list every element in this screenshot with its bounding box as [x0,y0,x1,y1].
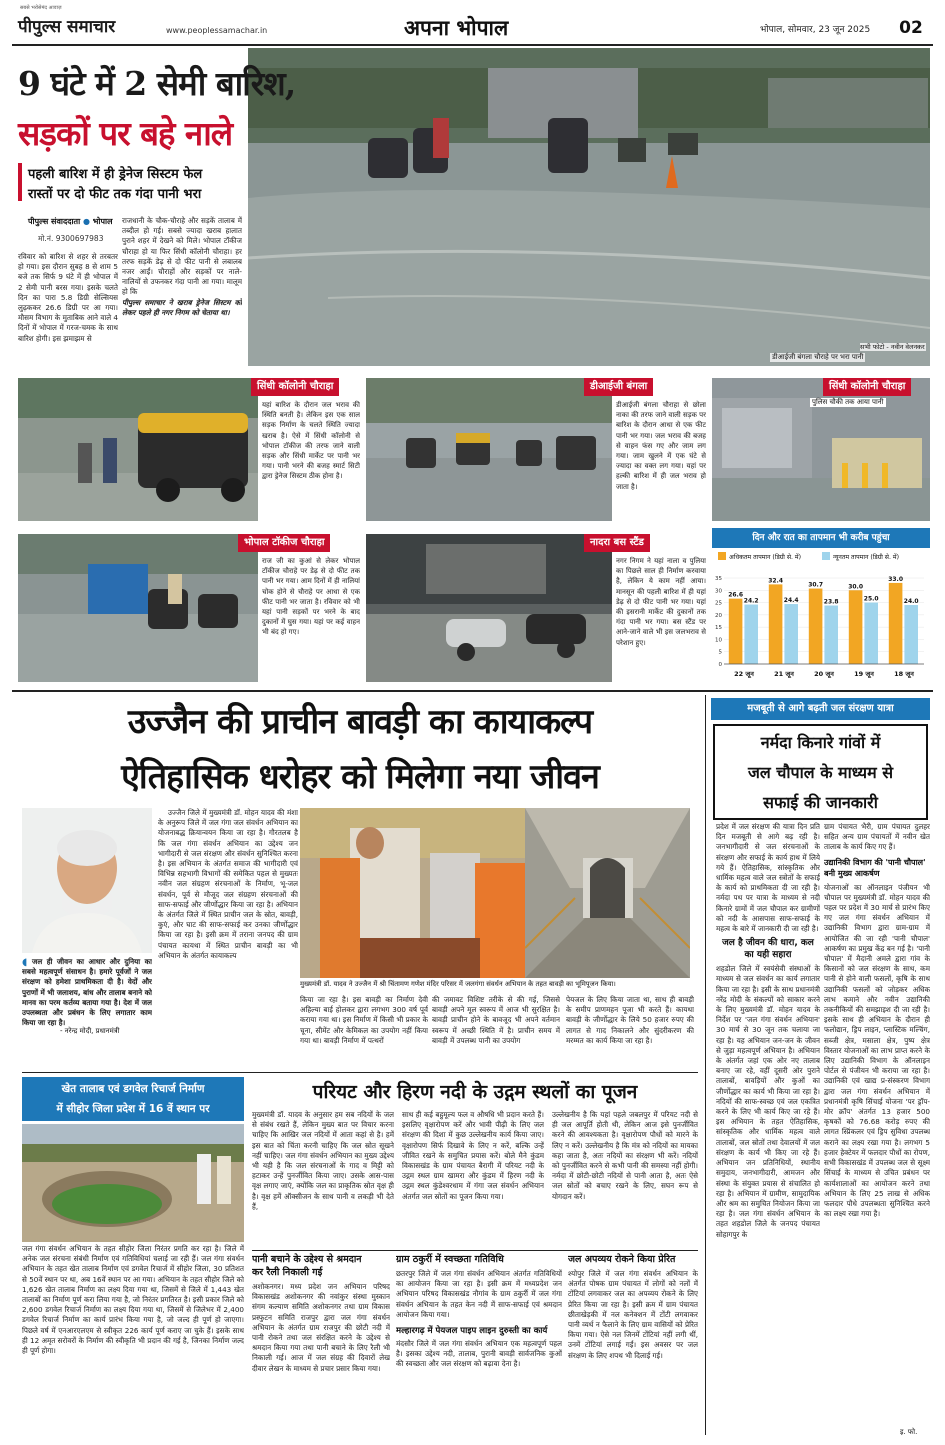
bottom-story-1-headline-1: पानी बचाने के उद्देश्य से श्रमदान [252,1254,362,1265]
narmada-text-col2a: ग्राम पंचायत भैरी, ग्राम पंचायत दुलहर सहित अन्य ग्राम पंचायतों में नवीन खेत तालाब के कार्य किए गए हैं। [824,822,930,852]
lead-photo-flooded-road [248,48,930,366]
modi-quote: जल ही जीवन का आधार और दुनिया का सबसे महत्वपूर्ण संसाधन है। हमारे पूर्वजों ने जल संरक्षण को हमेशा प्राथमिकता दी है। वेदों और पुराणों में भी जलाशय, बांध और तालाब बनाने को मानव का परम कर्तव्य बताया गया है। देश में जल उपलब्धता और प्रबंधन के लिए लगातार काम किया जा रहा है। [22,957,152,1028]
bar-min-4 [904,605,918,664]
photo-text-2: डीआईजी बंगला चौराहा से छोला नाका की तरफ जाने वाली सड़क पर बारिश के दौरान आधा से एक फीट पानी भर गया। जल भराव की बजह से वाहन फंस गए और जाम लग गया। जाम खुलने में एक घंटे से ज्यादा का वक्त लग गया। यहां पर हल्की बारिश में ही जल भराव हो जाता है। [616,401,706,491]
byline-name: पीपुल्स संवाददाता [28,217,81,226]
photo-sindhi-colony-autorickshaw [18,378,258,521]
narmada-subhead-2: उद्यानिकी विभाग की 'पानी चौपाल' बनी मुख्य आकर्षण [824,857,926,878]
data-label-min-1: 24.4 [783,597,799,605]
photo-narendra-modi-portrait [22,808,152,953]
photo-bhopal-talkies-scooters [18,534,258,682]
lead-subhead-bar [18,163,22,201]
bar-max-2 [809,589,823,664]
data-label-max-2: 30.7 [808,581,824,589]
masthead-rule [12,44,933,46]
lead-text-col2: राजधानी के चौक-चौराहे और सड़कें तालाब में तब्दील हो गई। सबसे ज्यादा खराब हालात पुराने शहर में देखने को मिले। भोपाल टॉकीज चौराहा हो या फिर सिंधी कॉलोनी चौराहा। हर तरफ सड़कें डेढ़ से दो फीट पानी से लबालब नजर आईं। चौराहों और सड़कों पर नाले-नालियों से उफनकर गंदा पानी आ गया। मालूम हो कि [122,216,242,297]
y-tick-label: 5 [718,649,722,656]
lead-photo-caption: डीआईजी बंगला चौराहे पर भरा पानी [772,353,864,361]
data-label-max-1: 32.4 [768,577,784,585]
bottom-story-2-text: छतरपुर जिले में जल गंगा संवर्धन अभियान अंतर्गत गतिविधियों का आयोजन किया जा रहा है। इसी क्रम में मध्यप्रदेश जन अभियान परिषद विकासखंड नौगांव के ग्राम ठकुर्री में जल गंगा संवर्धन अभियान के तहत केन नदी में साफ-सफाई एवं श्रमदान आयोजन किया गया। [396,1269,562,1319]
ujjain-headline-line2: ऐतिहासिक धरोहर को मिलेगा नया जीवन [121,757,599,797]
lead-text-col1: रविवार को बारिश से शहर से तरबतर हो गया। इस दौरान सुबह 8 से शाम 5 बजे तक सिर्फ 9 घंटे में ही भोपाल में 2 सेमी पानी बरस गया। इसके चलते दिन का पारा 5.8 डिग्री सेल्सियस लुढ़ककर 26.6 डिग्री पर आ गया। मौसम विभाग के मुताबिक आने वाले 4 दिनों में भोपाल में गरज-चमक के साथ बारिश होगी। इस झमाझम से [18,252,118,343]
photo-tag-4: भोपाल टॉकीज चौराहा [238,534,330,552]
lead-subhead-line1: पहली बारिश में ही ड्रेनेज सिस्टम फेल [28,167,203,182]
data-label-max-3: 30.0 [848,583,864,591]
ujjain-text-col2: किया जा रहा है। इस बावड़ी का निर्माण देवी अहिल्या बाई होलकर द्वारा लगभग 300 वर्ष पूर्व कराया गया था। इस निर्माण में किसी भी प्रकार के चूना, सीमेंट और केमिकल का उपयोग नहीं किया गया था। बावड़ी निर्माण में पत्थरों [300,995,428,1045]
pariyat-text-col2: साथ ही कई बहुमूल्य फल व औषधि भी प्रदान करते हैं। इसलिए वृक्षारोपण करें और भावी पीढ़ी के लिए जल संरक्षण की दिशा में कुछ उल्लेखनीय कार्य किया जाए। वृक्षारोपण सिर्फ दिखावे के लिए न करें, बल्कि उन्हें जीवित रखने के समुचित प्रयास करें। बोले मैने कुंडम विकासखंड के ग्राम पंचायत बैरागी में परियट नदी के उद्गम स्थल ग्राम खामरा और कुंडम में हिरण नदी के उद्गम स्थल कुंडेश्वरधाम में गंगा जल संवर्धन अभियान अंतर्गत जल स्रोतों का पूजन किया गया। [402,1110,544,1201]
quote-icon: ◖ [22,957,28,968]
photo-kaytha-bawdi [525,808,690,978]
bottom-story-1 [252,1253,390,1433]
website-link[interactable]: www.peoplessamachar.in [166,26,268,35]
x-tick-label-3: 19 जून [854,670,874,678]
bar-max-4 [889,583,903,664]
photo-tag-3: सिंधी कॉलोनी चौराहा [823,378,911,396]
photo-tag-5: नादरा बस स्टैंड [584,534,650,552]
page-number: 02 [894,15,928,41]
x-tick-label-0: 22 जून [734,670,754,678]
photo-tag-2: डीआईजी बंगला [584,378,653,396]
bottom-story-2-headline-b: मल्हारगढ़ में पेयजल पाइप लाइन दुरुस्ती का कार्य [396,1326,548,1337]
photo-cm-bawdi-bhoomipujan [300,808,525,978]
bar-max-1 [769,584,783,664]
legend-label-0: अधिकतम तापमान (डिग्री से. में) [729,554,802,561]
lead-contact: मो.नं. 9300697983 [38,234,104,243]
bottom-story-2-headline: ग्राम ठकुर्री में स्वच्छता गतिविधि [396,1254,504,1265]
legend-label-1: न्यूनतम तापमान (डिग्री से. में) [833,554,900,561]
y-tick-label: 25 [715,600,722,607]
photo-text-5: नगर निगम ने यहां नाला व पुलिया का पिछले साल ही निर्माण करवाया है, लेकिन ये काम नहीं आया। मानसून की पहली बारिश में ही यहां डेढ़ से दो फीट पानी भर गया। यहां की इसरानी मार्केट की दुकानों तक गंदा पानी भर गया। बस स्टैंड पर आने-जाने वाले भी इस जलभराव से परेशान हुए। [616,557,706,647]
temperature-chart-svg [712,548,930,684]
photo-text-1: यहां बारिश के दौरान जल भराव की स्थिति बनती है। लेकिन इस एक साल सड़क निर्माण के चलते स्थिति ज्यादा खराब है। ऐसे में सिंधी कॉलोनी से भोपाल टॉकीज की तरफ जाने वाली सड़क और सिंधी मार्केट पर पानी भर गया। पानी भरने की बजह स्मार्ट सिटी द्वारा ड्रेनेज सिस्टम ठीक होना है। [262,401,360,481]
photo-tag-1: सिंधी कॉलोनी चौराहा [251,378,339,396]
paper-logo [18,14,115,37]
sidebar-divider [705,695,706,1435]
narmada-credit: इ. फो. [900,1428,918,1436]
section-title: अपना भोपाल [404,15,509,40]
bottom-story-2-text-b: मंदसौर जिले में जल गंगा संवर्धन अभियान एक महत्वपूर्ण पहल है। इसका उद्देश्य नदी, तालाब, पुरानी बावड़ी सार्वजनिक कुओं की स्वच्छता और जल संरक्षण को बढ़ावा देना है। [396,1339,562,1369]
bar-max-3 [849,590,863,664]
narmada-text-col1b: शहडोल जिले में स्वयंसेवी संस्थाओं के माध्यम से जल संवर्धन का कार्य लगातार किया जा रहा है। इसी के साथ प्रधानमंत्री नरेंद्र मोदी के संकल्पों को साकार करने के लिए मुख्यमंत्री डॉ. मोहन यादव के निर्देश पर 'जल गंगा संवर्धन अभियान' 30 मार्च से 30 जून तक चलाया जा रहा है। यह अभियान जन-जन के जीवन से जुड़ा महत्वपूर्ण अभियान है। अभियान के अंतर्गत जहां एक ओर नए तालाब बनाए जा रहे, वहीं दूसरी ओर पुराने तालाबों, बावड़ियों और कुओं का जीर्णोद्धार का कार्य भी किया जा रहा है। नदियों की साफ-स्वच्छ एवं जल एकत्रित करने के लिए भी कार्य किए जा रहे हैं। इस अभियान के तहत ऐतिहासिक, सांस्कृतिक और धार्मिक महत्व वाले तालाबों, जल स्रोतों तथा देवालयों में जल संरक्षण के कार्य भी किए जा रहे हैं। अभियान जन प्रतिनिधियों, स्थानीय समुदाय, जनभागीदारी, आमजन और संस्था के संयुक्त प्रयास से संचालित हो रहा है। अभियान में ग्रामीण, सामुदायिक और श्रम का समुचित नियोजन किया जा रहा है। जल गंगा संवर्धन अभियान के तहत शहडोल जिले के जनपद पंचायत सोहागपुर के [716,964,820,1239]
bottom-story-1-headline-2: कर रैली निकाली गई [252,1267,323,1278]
pariyat-headline: परियट और हिरण नदी के उद्गम स्थलों का पूजन [312,1081,638,1103]
y-tick-label: 35 [715,576,722,582]
narmada-headline-line3: सफाई की जानकारी [763,793,878,812]
bottom-story-3-headline: जल अपव्यय रोकने किया प्रेरित [568,1254,676,1265]
narmada-subhead-1: जल है जीवन की धारा, कल का यही सहारा [722,938,814,961]
narmada-headline-line2: जल चौपाल के माध्यम से [747,763,894,782]
section-divider-3 [252,1250,698,1251]
ujjain-text-col1: उज्जैन जिले में मुख्यमंत्री डॉ. मोहन यादव की मंशा के अनुरूप जिले में जल गंगा जल संवर्धन अभियान का योजनाबद्ध क्रियान्वयन किया जा रहा है। गौरतलब है कि जल गंगा संवर्धन अभियान का उद्देश्य जन भागीदारी से जल संरक्षण और संवर्धन सुनिश्चित करना है। इस अभियान के अंतर्गत समाज की भागीदारी एवं विभिन्न सहभागी विभागों की समेकित पहल से मुख्यतः नवीन जल संग्रहण संरचनाओं के निर्माण, भू-जल संवर्धन, पूर्व से मौजूद जल संग्रहण संरचनाओं की साफ-सफाई और जीर्णोद्धार किया जा रहा है। अभियान के अंतर्गत जिले में स्थित प्राचीन जल के स्रोत, बावड़ी, कुएं, और घाट की साफ-सफाई कर उनका जीर्णोद्धार किया जा रहा है। इसी क्रम में तराना जनपद की ग्राम पंचायत कायथा में स्थित प्राचीन बावड़ी का भी अभियान के अंतर्गत कायाकल्प [158,808,298,960]
y-tick-label: 15 [715,625,722,632]
narmada-col1 [716,822,820,1427]
bottom-story-3 [568,1253,698,1433]
lead-photo-credit: सभी फोटो - नवीन वेलनकर [860,343,925,351]
temperature-chart [712,528,930,684]
bar-min-0 [744,605,758,664]
y-tick-label: 20 [715,612,722,619]
narmada-col2 [824,822,930,1422]
lead-byline: पीपुल्स संवाददाता ● भोपाल [28,217,113,226]
sehore-headline-line1: खेत तालाब एवं डगवेल रिचार्ज निर्माण [61,1083,205,1095]
y-tick-label: 30 [715,588,722,595]
section-divider-1 [12,690,933,692]
photo-nadra-bus-stand [366,534,612,682]
legend-swatch-1 [822,552,830,560]
x-tick-label-4: 18 जून [894,670,914,678]
photo-subtag-3: पुलिस चौकी तक आया पानी [812,398,884,406]
lead-subhead-line2: रास्तों पर दो फीट तक गंदा पानी भरा [28,187,202,202]
ujjain-text-col3: की जमावट विशिष्ट तरीके से की गई, जिससे बावड़ी अपने मूल स्वरूप में आज भी सुरक्षित है। बावड़ी प्राचीन होने के बावजूद भी अपने वर्तमान स्वरूप में अच्छी स्थिति में है। प्राचीन समय में बावड़ी में उपलब्ध पानी का उपयोग [432,995,560,1045]
modi-quote-author: - नरेन्द्र मोदी, प्रधानमंत्री [60,1027,120,1035]
bar-min-3 [864,603,878,664]
paper-name: पीपुल्स समाचार [18,17,116,37]
narmada-headline-line1: नर्मदा किनारे गांवों में [760,733,881,752]
data-label-max-0: 26.6 [728,591,744,599]
sehore-headline-line2: में सीहोर जिला प्रदेश में 16 वें स्थान पर [56,1103,210,1115]
photo-sehore-farm-pond [22,1124,244,1242]
paper-tagline: सबसे भरोसेमंद आवाज़ [20,5,62,11]
bottom-story-1-text: अशोकनगर। मध्य प्रदेश जन अभियान परिषद विकासखंड अशोकनगर की नवांकुर संस्था मुस्कान संगम कल्याण समिति अशोकनगर तथा ग्राम विकास प्रस्फुटन समिति राजपुर द्वारा जल गंगा संवर्धन अभियान के अंतर्गत ग्राम राजपुर की छोटी नदी में पानी रोकने तथा जल संरक्षित करने के उद्देश्य से श्रमदान किया गया तथा पानी बचाने के लिए रैली भी निकाली गई। आज में जल संग्रह की दिवारों लेख दीवार लेखन के माध्यम से प्रचार प्रसार किया गया। [252,1282,390,1373]
lead-headline-line2: सड़कों पर बहे नाले [18,114,233,153]
narmada-text-col2b: योजनाओं का ऑनलाइन पंजीयन भी चौपाल पर मुख्यमंत्री डॉ. मोहन यादव की पहल पर प्रदेश में 30 मार्च से प्रारंभ किए गए जल गंगा संवर्धन अभियान में उद्यानिकी विभाग द्वारा ग्राम-ग्राम में आयोजित की जा रही 'पानी चौपाल' आकर्षण का प्रमुख केंद्र बन गई है। 'पानी चौपाल' में मैदानी अमले द्वारा गांव के किसानों को जल संरक्षण के साथ, कम पानी से होने वाली फसलों, कृषि के साथ उद्यानिकी फसलों को जोड़कर अधिक लाभ कमाने और नवीन उद्यानिकी तकनीकियों की समझाइश दी जा रही है। इसके साथ ही अभियान के दौरान ही फलोद्यान, ड्रिप लाइन, प्लास्टिक मल्चिंग, सब्जी क्षेत्र, मसाला क्षेत्र, पुष्प क्षेत्र विस्तार योजनाओं का लाभ प्राप्त करने के लिए उद्यानिकी विभाग के ऑनलाइन पोर्टल से पंजीयन भी कराया जा रहा है। उद्यानिकी एवं खाद्य प्र-संस्करण विभाग द्वारा जल गंगा संवर्धन अभियान में प्रधानमंत्री कृषि सिंचाई योजना 'पर ड्रॉप-मोर क्रॉप' अंतर्गत 13 हजार 500 कृषकों को 76.68 करोड़ रुपए की लागत स्प्रिंकलर एवं ड्रिप सुविधा उपलब्ध कराने का लक्ष्य रखा गया है। लगभग 5 हजार हेक्टेयर में फलदार पौधों का रोपण, सभी विकासखंड में उपलब्ध जल से सूक्ष्म सिंचाई के माध्यम से उचित प्रबंधन पर कार्यशालाओं का आयोजन करने तथा अभियान के लिए 25 लाख से अधिक फलदार पौधे उपलब्धता सुनिश्चित करने का लक्ष्य रखा गया है। [824,882,930,1219]
lead-text-col2-highlight: पीपुल्स समाचार ने खराब ड्रेनेज सिस्टम को लेकर पहले ही नगर निगम को चेताया था। [122,297,242,317]
chart-title: दिन और रात का तापमान भी करीब पहुंचा [712,528,930,548]
legend-swatch-0 [718,552,726,560]
ujjain-text-col4: पेयजल के लिए किया जाता था, साथ ही बावड़ी के समीप प्राणमहन पूजा भी करते हैं। कायथा बावड़ी के जीर्णोद्धार के लिये 50 हजार रुपए की लागत से गाद निकालने और सुंदरीकरण की मरम्मत का कार्य किया जा रहा है। [566,995,694,1045]
lead-headline-line1: 9 घंटे में 2 सेमी बारिश, [18,64,296,103]
sehore-text: जल गंगा संवर्धन अभियान के तहत सीहोर जिला निरंतर प्रगति कर रहा है। जिले में अनेक जल संरचना संबंधी निर्माण एवं गतिविधियां चलाई जा रही हैं। जल गंगा संवर्धन अभियान के तहत खेत तालाब निर्माण एवं डगवेल रिचार्ज में सीहोर जिला, 30 प्रतिशत से 50वें स्थान पर था, अब 16वें स्थान पर आ गया। अभियान के तहत सीहोर जिले को 1,626 खेत तालाब निर्माण का लक्ष्य दिया गया था, जिसमें से जिले में 1,443 खेत तालाबों का निर्माण पूर्ण करा लिया गया है, जो निरंतर प्रगतिरत है। इसी प्रकार जिले को 2,600 डगवेल रिचार्ज निर्माण का लक्ष्य दिया गया था, जिसमें से जिलेभर में 2,400 डगवेल रिचार्ज निर्माण का कार्य प्रारंभ किया गया है, जो जल्द ही पूर्ण हो जाएगा। पिछले वर्ष में एनआरएलएम से स्वीकृत 226 कार्य पूर्ण कराए जा चुके हैं। इसके साथ ही 12 अमृत सरोवरों के निर्माण की स्वीकृति भी प्रदान की गई है, जिनका निर्माण जल्द ही पूर्ण होगा। [22,1244,244,1356]
data-label-min-0: 24.2 [743,597,759,605]
ujjain-headline-line1: उज्जैन की प्राचीन बावड़ी का कायाकल्प [127,702,593,742]
photo-text-4: राज जी का कुआं से लेकर भोपाल टॉकीज चौराहे पर डेढ़ से दो फीट तक पानी भर गया। आम दिनों में ही नालियां चोक होने से चौराहे पर आधा से एक फीट पानी भर जाता है। रविवार को भी यहां पानी सड़कों पर भरने के बाद दुकानों में घुस गया। यहां पर कई वाहन भी बंद हो गए। [262,557,360,637]
narmada-headline-box [713,724,928,820]
ujjain-photo-caption: मुख्यमंत्री डॉ. यादव ने उज्जैन में श्री चिंतामण गणेश मंदिर परिसर में जलगंगा संवर्धन अभियान के तहत बावड़ी का भूमिपूजन किया। [300,980,616,988]
lead-col2-wrap [122,216,242,368]
photo-dig-bungalow-traffic [366,378,612,521]
byline-city: भोपाल [92,217,113,226]
y-tick-label: 0 [718,662,722,668]
bottom-story-2 [396,1253,562,1433]
narmada-text-col1a: प्रदेश में जल संरक्षण की यात्रा दिन प्रति दिन मजबूती से आगे बढ़ रही है। जनभागीदारी से जल संरचनाओं के संरक्षण और सफाई के कार्य हाथ में लिये गये हैं। ऐतिहासिक, सांस्कृतिक और धार्मिक महत्व वाले जल स्त्रोतों के सफाई के कार्य को प्राथमिकता दी जा रही है। नर्मदा पथ पर यात्रा के माध्यम से नदी किनारे ग्रामों में जल चौपाल कर ग्रामीणों को नदी के आसपास साफ-सफाई के महत्व के बारे में जानकारी दी जा रही है। [716,822,820,934]
bar-max-0 [729,599,743,664]
bar-min-1 [784,604,798,664]
narmada-kicker: मजबूती से आगे बढ़ती जल संरक्षण यात्रा [711,698,930,720]
masthead [0,0,945,46]
data-label-min-4: 24.0 [903,598,919,606]
x-tick-label-1: 21 जून [774,670,794,678]
data-label-min-2: 23.8 [823,598,839,606]
data-label-max-4: 33.0 [888,575,904,583]
pariyat-text-col3: उल्लेखनीय है कि यहां पहले जबलपुर में परियट नदी से ही जल आपूर्ति होती थी, लेकिन आज इसे पुनर्जीवित करने की आवश्यकता है। वृक्षारोपण पौधों को मारने के लिए न करें। उल्लेखनीय है कि मंत्र को नदियों का मायका कहा जाता है, अतः नदियों का संरक्षण भी करें। नदियों को पुनर्जीवित करने से कभी पानी की समस्या नहीं होगी। नर्मदा में छोटी-छोटी नदियों से पानी आता है, अतः ऐसे जल स्रोतों को बचाए रखने के लिए, सघन रूप से योगदान करें। [552,1110,698,1201]
y-tick-label: 10 [715,637,722,644]
sehore-headline-box [22,1077,244,1121]
bar-min-2 [824,606,838,664]
section-divider-2 [22,1072,698,1073]
bottom-story-3-text: श्योपुर जिले में जल गंगा संवर्धन अभियान के अंतर्गत पोषक ग्राम पंचायत में लोगों को नलों में टोंटियां लगवाकर जल का अपव्यय रोकने के लिए प्रेरित किया जा रहा है। इसी क्रम में ग्राम पंचायत छीताखेड़की में नल कनेक्शन में टोंटी लगवाकर पानी व्यर्थ न फैलाने के लिए ग्राम वासियों को प्रेरित किया गया। ऐसे नल जिनमें टोंटियां नहीं लगी थीं, उनमें टोंटियां लगाई गईं। इस अवसर पर जल संरक्षण के लिए शपथ भी दिलाई गई। [568,1269,698,1360]
pariyat-text-col1: मुख्यमंत्री डॉ. यादव के अनुसार हम सब नदियों के जल से संबंध रखते हैं, लेकिन मुख्य बात पर विचार करना चाहिए कि आखिर जल नदियों में आता कहां से है। हमें इस बात को चिंता करनी चाहिए कि जल स्रोत सूखने नहीं चाहिए। जल गंगा संवर्धन अभियान का मुख्य उद्देश्य भी यही है कि जल संरचनाओं के गाद व मिट्टी को हटाकर उन्हें पुनर्जीवित किया जाए। उसके आस-पास वृक्ष लगाए जाएं, क्योंकि जल का प्राकृतिक स्रोत वृक्ष ही है। वृक्ष हमें ऑक्सीजन के साथ पानी व लकड़ी भी देते हैं, [252,1110,394,1211]
x-tick-label-2: 20 जून [814,670,834,678]
data-label-min-3: 25.0 [863,595,879,603]
dateline: भोपाल, सोमवार, 23 जून 2025 [760,25,871,35]
